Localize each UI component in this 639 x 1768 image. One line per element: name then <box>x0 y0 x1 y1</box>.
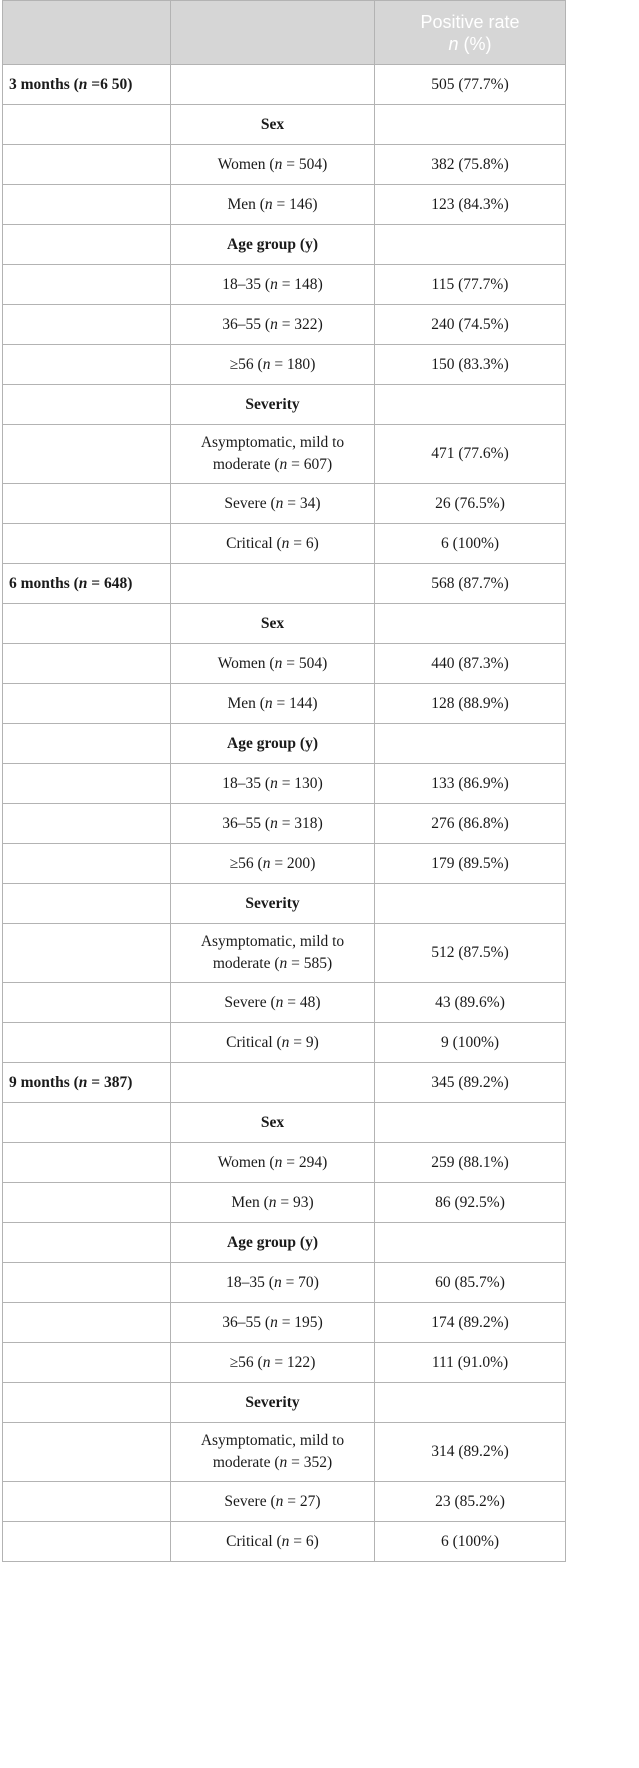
empty-cell <box>3 1143 171 1183</box>
category-cell <box>171 1522 375 1562</box>
empty-cell <box>3 983 171 1023</box>
category-label: Men ( <box>231 1193 269 1211</box>
category-cell <box>171 185 375 225</box>
n-symbol: n <box>281 1532 290 1550</box>
group-title: Age group (y) <box>171 225 375 265</box>
empty-cell <box>3 105 171 145</box>
category-cell <box>171 345 375 385</box>
category-close: ) <box>310 854 316 872</box>
category-label: ≥56 ( <box>229 355 263 373</box>
n-symbol: n <box>270 1313 278 1331</box>
n-value: = 504 <box>286 654 323 672</box>
n-symbol: n <box>274 654 283 672</box>
empty-cell <box>375 1103 566 1143</box>
category-label: Women ( <box>217 654 275 672</box>
period-n-symbol: n <box>78 574 88 592</box>
category-label: ≥56 ( <box>229 1353 263 1371</box>
positive-rate-value: 115 (77.7%) <box>375 265 566 305</box>
group-title: Age group (y) <box>171 724 375 764</box>
empty-cell <box>3 385 171 425</box>
group-header-row <box>3 105 566 145</box>
category-label: Critical ( <box>226 1532 282 1550</box>
n-value: = 93 <box>280 1193 309 1211</box>
empty-cell <box>3 1383 171 1423</box>
group-header-row <box>3 1223 566 1263</box>
empty-cell <box>3 305 171 345</box>
group-title: Age group (y) <box>171 1223 375 1263</box>
positive-rate-value: 259 (88.1%) <box>375 1143 566 1183</box>
period-rate: 505 (77.7%) <box>375 65 566 105</box>
n-value: = 322 <box>281 315 318 333</box>
n-symbol: n <box>262 355 271 373</box>
positive-rate-value: 60 (85.7%) <box>375 1263 566 1303</box>
n-symbol: n <box>281 1033 290 1051</box>
table-row <box>3 644 566 684</box>
category-cell <box>171 1263 375 1303</box>
category-close: ) <box>322 654 328 672</box>
category-cell <box>171 265 375 305</box>
category-close: ) <box>315 494 321 512</box>
group-header-row <box>3 1103 566 1143</box>
period-label-cell: 6 months (n = 648) <box>3 564 171 604</box>
n-value: = 607 <box>291 456 328 473</box>
table-row <box>3 924 566 983</box>
empty-cell <box>3 884 171 924</box>
category-close: ) <box>308 1193 314 1211</box>
n-symbol: n <box>262 854 271 872</box>
positive-rate-value: 26 (76.5%) <box>375 484 566 524</box>
empty-cell <box>3 604 171 644</box>
table-row <box>3 345 566 385</box>
n-symbol: n <box>279 456 288 473</box>
category-label: Severe ( <box>224 1492 276 1510</box>
category-close: ) <box>317 814 323 832</box>
empty-cell <box>375 225 566 265</box>
n-symbol: n <box>268 1193 277 1211</box>
period-rate: 345 (89.2%) <box>375 1063 566 1103</box>
empty-cell <box>3 684 171 724</box>
table-row <box>3 844 566 884</box>
category-close: ) <box>317 774 323 792</box>
category-label: 18–35 ( <box>222 774 271 792</box>
group-title: Sex <box>171 604 375 644</box>
empty-cell <box>3 145 171 185</box>
category-cell <box>171 684 375 724</box>
empty-cell <box>3 924 171 983</box>
table-row <box>3 1143 566 1183</box>
n-value: = 130 <box>281 774 318 792</box>
empty-cell <box>171 1063 375 1103</box>
positive-rate-value: 150 (83.3%) <box>375 345 566 385</box>
positive-rate-value: 174 (89.2%) <box>375 1303 566 1343</box>
empty-cell <box>3 1023 171 1063</box>
period-n-symbol: n <box>78 75 88 93</box>
n-value: = 195 <box>281 1313 318 1331</box>
n-value: = 352 <box>291 1454 328 1471</box>
category-label: ≥56 ( <box>229 854 263 872</box>
positive-rate-value: 128 (88.9%) <box>375 684 566 724</box>
empty-cell <box>3 345 171 385</box>
positive-rate-value: 123 (84.3%) <box>375 185 566 225</box>
n-value: = 70 <box>285 1273 314 1291</box>
empty-cell <box>3 644 171 684</box>
empty-cell <box>3 1522 171 1562</box>
empty-cell <box>3 1343 171 1383</box>
group-title: Sex <box>171 1103 375 1143</box>
positive-rate-value: 111 (91.0%) <box>375 1343 566 1383</box>
header-cell-positive-rate <box>375 1 566 65</box>
category-close: ) <box>317 1313 323 1331</box>
positive-rate-value: 276 (86.8%) <box>375 804 566 844</box>
category-close: ) <box>313 1033 319 1051</box>
category-cell <box>171 145 375 185</box>
table-row <box>3 145 566 185</box>
n-symbol: n <box>274 1153 283 1171</box>
category-cell <box>171 1023 375 1063</box>
category-cell <box>171 524 375 564</box>
period-n-symbol: n <box>78 1073 88 1091</box>
category-label: Severe ( <box>224 993 276 1011</box>
empty-cell <box>375 1383 566 1423</box>
empty-cell <box>3 804 171 844</box>
category-label: 36–55 ( <box>222 315 271 333</box>
n-value: = 200 <box>274 854 311 872</box>
n-symbol: n <box>270 275 278 293</box>
n-value: = 48 <box>287 993 316 1011</box>
table-row <box>3 1522 566 1562</box>
n-value: = 318 <box>281 814 318 832</box>
n-value: = 6 <box>293 534 314 552</box>
period-row <box>3 564 566 604</box>
positive-rate-value: 240 (74.5%) <box>375 305 566 345</box>
period-label-cell: 3 months (n =6 50) <box>3 65 171 105</box>
table-row <box>3 983 566 1023</box>
n-value: = 148 <box>281 275 318 293</box>
n-value: = 27 <box>287 1492 316 1510</box>
header-cell-category <box>171 1 375 65</box>
period-label-cell: 9 months (n = 387) <box>3 1063 171 1103</box>
period-rate: 568 (87.7%) <box>375 564 566 604</box>
period-label: 9 months <box>9 1073 70 1091</box>
positive-rate-value: 23 (85.2%) <box>375 1482 566 1522</box>
category-close: ) <box>315 993 321 1011</box>
table-row <box>3 524 566 564</box>
category-close: ) <box>310 355 316 373</box>
group-header-row <box>3 385 566 425</box>
n-symbol: n <box>275 494 284 512</box>
n-symbol: n <box>270 315 278 333</box>
period-n-value: = 387 <box>91 1073 128 1091</box>
category-close: ) <box>322 155 328 173</box>
n-symbol: n <box>270 774 278 792</box>
empty-cell <box>3 185 171 225</box>
category-close: ) <box>317 315 323 333</box>
empty-cell <box>3 1423 171 1482</box>
category-cell <box>171 983 375 1023</box>
category-label: Critical ( <box>226 534 282 552</box>
results-table <box>2 0 566 1562</box>
header-n-symbol: n <box>448 33 459 54</box>
category-cell <box>171 764 375 804</box>
table-row <box>3 1183 566 1223</box>
positive-rate-value: 314 (89.2%) <box>375 1423 566 1482</box>
n-symbol: n <box>281 534 290 552</box>
category-close: ) <box>327 955 333 972</box>
category-cell <box>171 1423 375 1482</box>
n-symbol: n <box>270 814 278 832</box>
positive-rate-value: 133 (86.9%) <box>375 764 566 804</box>
empty-cell <box>3 225 171 265</box>
category-close: ) <box>327 1454 333 1471</box>
empty-cell <box>375 884 566 924</box>
group-header-row <box>3 884 566 924</box>
category-cell <box>171 484 375 524</box>
category-close: ) <box>315 1492 321 1510</box>
category-cell <box>171 644 375 684</box>
empty-cell <box>3 1303 171 1343</box>
n-value: = 122 <box>274 1353 311 1371</box>
empty-cell <box>3 265 171 305</box>
table-row <box>3 764 566 804</box>
category-cell <box>171 804 375 844</box>
table-body <box>3 65 566 1562</box>
category-label: Men ( <box>227 694 265 712</box>
group-title: Severity <box>171 884 375 924</box>
empty-cell <box>3 1263 171 1303</box>
empty-cell <box>3 1183 171 1223</box>
header-positive-rate-label: Positive rate <box>420 11 520 32</box>
group-title: Severity <box>171 385 375 425</box>
header-row <box>3 1 566 65</box>
category-label: 36–55 ( <box>222 814 271 832</box>
empty-cell <box>3 1482 171 1522</box>
category-label: Women ( <box>217 1153 275 1171</box>
n-value: = 504 <box>286 155 323 173</box>
positive-rate-value: 440 (87.3%) <box>375 644 566 684</box>
category-label: Asymptomatic, mild to moderate ( <box>200 434 345 473</box>
positive-rate-value: 43 (89.6%) <box>375 983 566 1023</box>
table-row <box>3 185 566 225</box>
group-header-row <box>3 225 566 265</box>
n-symbol: n <box>262 1353 271 1371</box>
n-symbol: n <box>275 1492 284 1510</box>
positive-rate-value: 179 (89.5%) <box>375 844 566 884</box>
category-label: Asymptomatic, mild to moderate ( <box>200 933 345 972</box>
n-value: = 585 <box>291 955 328 972</box>
empty-cell <box>3 425 171 484</box>
category-close: ) <box>310 1353 316 1371</box>
empty-cell <box>3 484 171 524</box>
period-row <box>3 1063 566 1103</box>
positive-rate-value: 512 (87.5%) <box>375 924 566 983</box>
table-row <box>3 1423 566 1482</box>
n-symbol: n <box>274 155 283 173</box>
empty-cell <box>375 604 566 644</box>
empty-cell <box>171 564 375 604</box>
header-cell-period <box>3 1 171 65</box>
empty-cell <box>3 844 171 884</box>
period-n-value: = 648 <box>91 574 128 592</box>
empty-cell <box>375 724 566 764</box>
empty-cell <box>3 1223 171 1263</box>
category-cell <box>171 1343 375 1383</box>
group-header-row <box>3 1383 566 1423</box>
period-row <box>3 65 566 105</box>
category-close: ) <box>312 694 318 712</box>
category-cell <box>171 844 375 884</box>
category-cell <box>171 425 375 484</box>
category-label: Critical ( <box>226 1033 282 1051</box>
positive-rate-value: 6 (100%) <box>375 1522 566 1562</box>
n-value: = 34 <box>287 494 316 512</box>
empty-cell <box>3 724 171 764</box>
n-value: = 294 <box>286 1153 323 1171</box>
empty-cell <box>375 1223 566 1263</box>
n-symbol: n <box>264 694 273 712</box>
category-label: 18–35 ( <box>222 275 271 293</box>
category-label: Asymptomatic, mild to moderate ( <box>200 1432 345 1471</box>
category-close: ) <box>313 1273 319 1291</box>
category-label: Severe ( <box>224 494 276 512</box>
category-label: Women ( <box>217 155 275 173</box>
table-row <box>3 265 566 305</box>
empty-cell <box>375 105 566 145</box>
header-percent-unit: (%) <box>458 33 492 54</box>
positive-rate-value: 9 (100%) <box>375 1023 566 1063</box>
category-close: ) <box>327 456 333 473</box>
group-title: Sex <box>171 105 375 145</box>
table-row <box>3 1482 566 1522</box>
category-label: Men ( <box>227 195 265 213</box>
empty-cell <box>3 1103 171 1143</box>
category-cell <box>171 1143 375 1183</box>
category-label: 18–35 ( <box>226 1273 274 1291</box>
positive-rate-value: 6 (100%) <box>375 524 566 564</box>
n-value: = 180 <box>274 355 311 373</box>
category-label: 36–55 ( <box>222 1313 271 1331</box>
category-close: ) <box>313 534 319 552</box>
positive-rate-value: 471 (77.6%) <box>375 425 566 484</box>
n-value: = 144 <box>276 694 313 712</box>
group-header-row <box>3 604 566 644</box>
category-cell <box>171 1482 375 1522</box>
category-cell <box>171 1183 375 1223</box>
period-label: 6 months <box>9 574 70 592</box>
empty-cell <box>3 524 171 564</box>
table-row <box>3 804 566 844</box>
n-symbol: n <box>264 195 273 213</box>
n-symbol: n <box>275 993 284 1011</box>
table-row <box>3 684 566 724</box>
positive-rate-value: 382 (75.8%) <box>375 145 566 185</box>
empty-cell <box>171 65 375 105</box>
category-cell <box>171 305 375 345</box>
category-close: ) <box>322 1153 328 1171</box>
n-symbol: n <box>279 955 288 972</box>
category-cell <box>171 1303 375 1343</box>
group-title: Severity <box>171 1383 375 1423</box>
n-value: = 9 <box>293 1033 314 1051</box>
period-n-value: =6 50 <box>91 75 128 93</box>
table-row <box>3 425 566 484</box>
empty-cell <box>3 764 171 804</box>
n-symbol: n <box>273 1273 282 1291</box>
empty-cell <box>375 385 566 425</box>
table-row <box>3 484 566 524</box>
category-close: ) <box>312 195 318 213</box>
n-symbol: n <box>279 1454 288 1471</box>
category-close: ) <box>313 1532 319 1550</box>
period-label: 3 months <box>9 75 70 93</box>
n-value: = 6 <box>293 1532 314 1550</box>
table-row <box>3 1263 566 1303</box>
table-row <box>3 1343 566 1383</box>
group-header-row <box>3 724 566 764</box>
n-value: = 146 <box>276 195 313 213</box>
category-cell <box>171 924 375 983</box>
table-row <box>3 305 566 345</box>
table-row <box>3 1303 566 1343</box>
positive-rate-value: 86 (92.5%) <box>375 1183 566 1223</box>
table-row <box>3 1023 566 1063</box>
category-close: ) <box>317 275 323 293</box>
